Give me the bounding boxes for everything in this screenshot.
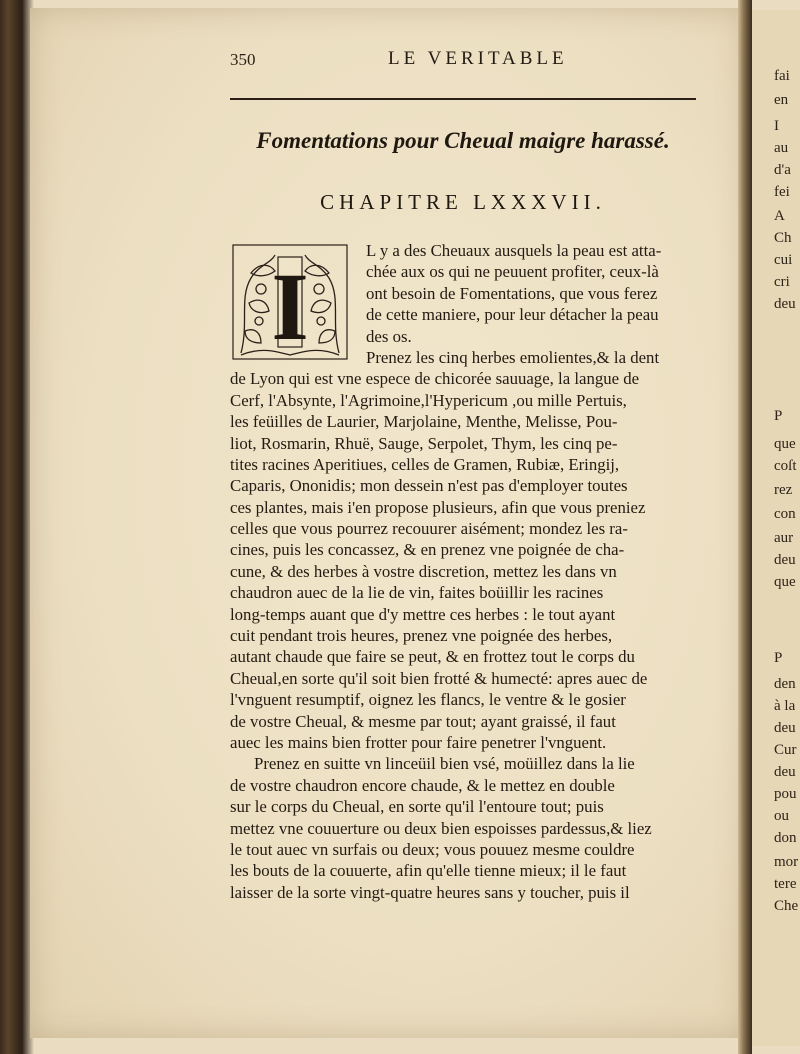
facing-page-fragment: que — [774, 436, 796, 452]
text-line: auec les mains bien frotter pour faire penetrer l'vnguent. — [230, 732, 607, 752]
book-gutter — [738, 0, 752, 1054]
next-page-edge — [752, 10, 800, 1046]
facing-page-fragment: coſt — [774, 458, 797, 474]
facing-page-fragment: cri — [774, 274, 790, 290]
text-line: mettez vne couuerture ou deux bien espoisses pardessus,& liez — [230, 818, 652, 838]
text-line: sur le corps du Cheual, en sorte qu'il l'entoure tout; puis — [230, 797, 604, 817]
facing-page-fragment: ou — [774, 808, 789, 824]
facing-page-fragment: tere — [774, 876, 797, 892]
text-line: laisser de la sorte vingt-quatre heures sans y toucher, puis il — [230, 882, 630, 902]
page-number: 350 — [230, 50, 256, 69]
text-line: L y a des Cheuaux ausquels la peau est atta- — [366, 241, 662, 260]
text-line: Prenez en suitte vn linceüil bien vsé, moüillez dans la lie — [254, 754, 635, 774]
facing-page-fragment: en — [774, 92, 789, 108]
chapter-title: CHAPITRE LXXXVII. — [320, 190, 606, 214]
facing-page-fragment: deu — [774, 720, 796, 736]
facing-page-fragment: P — [774, 650, 783, 666]
text-line: Prenez les cinq herbes emolientes,& la dent — [366, 347, 660, 367]
facing-page-fragment: aur — [774, 530, 794, 546]
text-line: de vostre chaudron encore chaude, & le mettez en double — [230, 775, 615, 795]
text-line: Caparis, Ononidis; mon dessein n'est pas d'employer toutes — [230, 476, 628, 496]
text-line: l'vnguent resumptif, oignez les flancs, le ventre & le gosier — [230, 690, 626, 710]
facing-page-fragment: deu — [774, 764, 796, 780]
text-line: le tout auec vn surfais ou deux; vous pouuez mesme couldre — [230, 839, 635, 859]
text-line: liot, Rosmarin, Rhuë, Sauge, Serpolet, Thym, les cinq pe- — [230, 433, 618, 453]
text-line: de cette maniere, pour leur détacher la peau — [366, 305, 659, 325]
facing-page-fragment: pou — [774, 786, 797, 802]
facing-page-fragment: d'a — [774, 162, 791, 178]
body-text — [230, 240, 712, 903]
text-line: cune, & des herbes à vostre discretion, mettez les dans vn — [230, 561, 617, 581]
text-line: des os. — [366, 326, 412, 346]
facing-page-fragment: deu — [774, 296, 796, 312]
facing-page-fragment: Cur — [774, 742, 797, 758]
facing-page-fragment: cui — [774, 252, 793, 268]
text-line: tites racines Aperitiues, celles de Gramen, Rubiæ, Eringij, — [230, 454, 620, 474]
text-line: autant chaude que faire se peut, & en frottez tout le corps du — [230, 647, 635, 667]
facing-page-fragment: A — [774, 208, 785, 224]
text-line: ces plantes, mais i'en propose plusieurs, afin que vous preniez — [230, 497, 646, 517]
text-line: Cerf, l'Absynte, l'Agrimoine,l'Hypericum ,ou mille Pertuis, — [230, 390, 627, 410]
facing-page-fragment: rez — [774, 482, 793, 498]
text-line: celles que vous pourrez recouurer aisément; mondez les ra- — [230, 519, 628, 539]
page-header — [230, 42, 690, 72]
text-line: les feüilles de Laurier, Marjolaine, Menthe, Melisse, Pou- — [230, 412, 618, 432]
section-heading: Fomentations pour Cheual maigre harassé. — [256, 128, 670, 153]
text-line: de Lyon qui est vne espece de chicorée sauuage, la langue de — [230, 369, 640, 389]
text-line: ont besoin de Fomentations, que vous ferez — [366, 283, 658, 303]
text-line: les bouts de la couuerte, afin qu'elle tienne mieux; il le faut — [230, 861, 627, 881]
facing-page-fragment: Che — [774, 898, 799, 914]
text-line: long-temps auant que d'y mettre ces herbes : le tout ayant — [230, 604, 616, 624]
facing-page-fragment: Ch — [774, 230, 792, 246]
running-title: LE VERITABLE — [388, 48, 568, 69]
text-line: chée aux os qui ne peuuent profiter, ceux-là — [366, 262, 659, 282]
text-line: cines, puis les concassez, & en prenez vne poignée de cha- — [230, 540, 625, 560]
facing-page-fragment: I — [774, 118, 779, 134]
facing-page-fragment: P — [774, 408, 783, 424]
facing-page-fragment: à la — [774, 698, 796, 714]
text-line: cuit pendant trois heures, prenez vne poignée des herbes, — [230, 626, 613, 646]
facing-page-fragment: au — [774, 140, 789, 156]
facing-page-fragment: mor — [774, 854, 799, 870]
facing-page-fragment: que — [774, 574, 796, 590]
facing-page-fragment: con — [774, 506, 796, 522]
text-line: de vostre Cheual, & mesme par tout; ayant graissé, il faut — [230, 711, 616, 731]
text-line: chaudron auec de la lie de vin, faites boüillir les racines — [230, 583, 604, 603]
text-line: Cheual,en sorte qu'il soit bien frotté & humecté: apres auec de — [230, 668, 648, 688]
facing-page-fragment: den — [774, 676, 796, 692]
facing-page-fragment: fei — [774, 184, 790, 200]
drop-cap-letter: I — [271, 253, 309, 360]
facing-page-fragment: don — [774, 830, 797, 846]
facing-page-fragment: deu — [774, 552, 796, 568]
header-rule — [230, 98, 696, 100]
facing-page-fragment: fai — [774, 68, 790, 84]
